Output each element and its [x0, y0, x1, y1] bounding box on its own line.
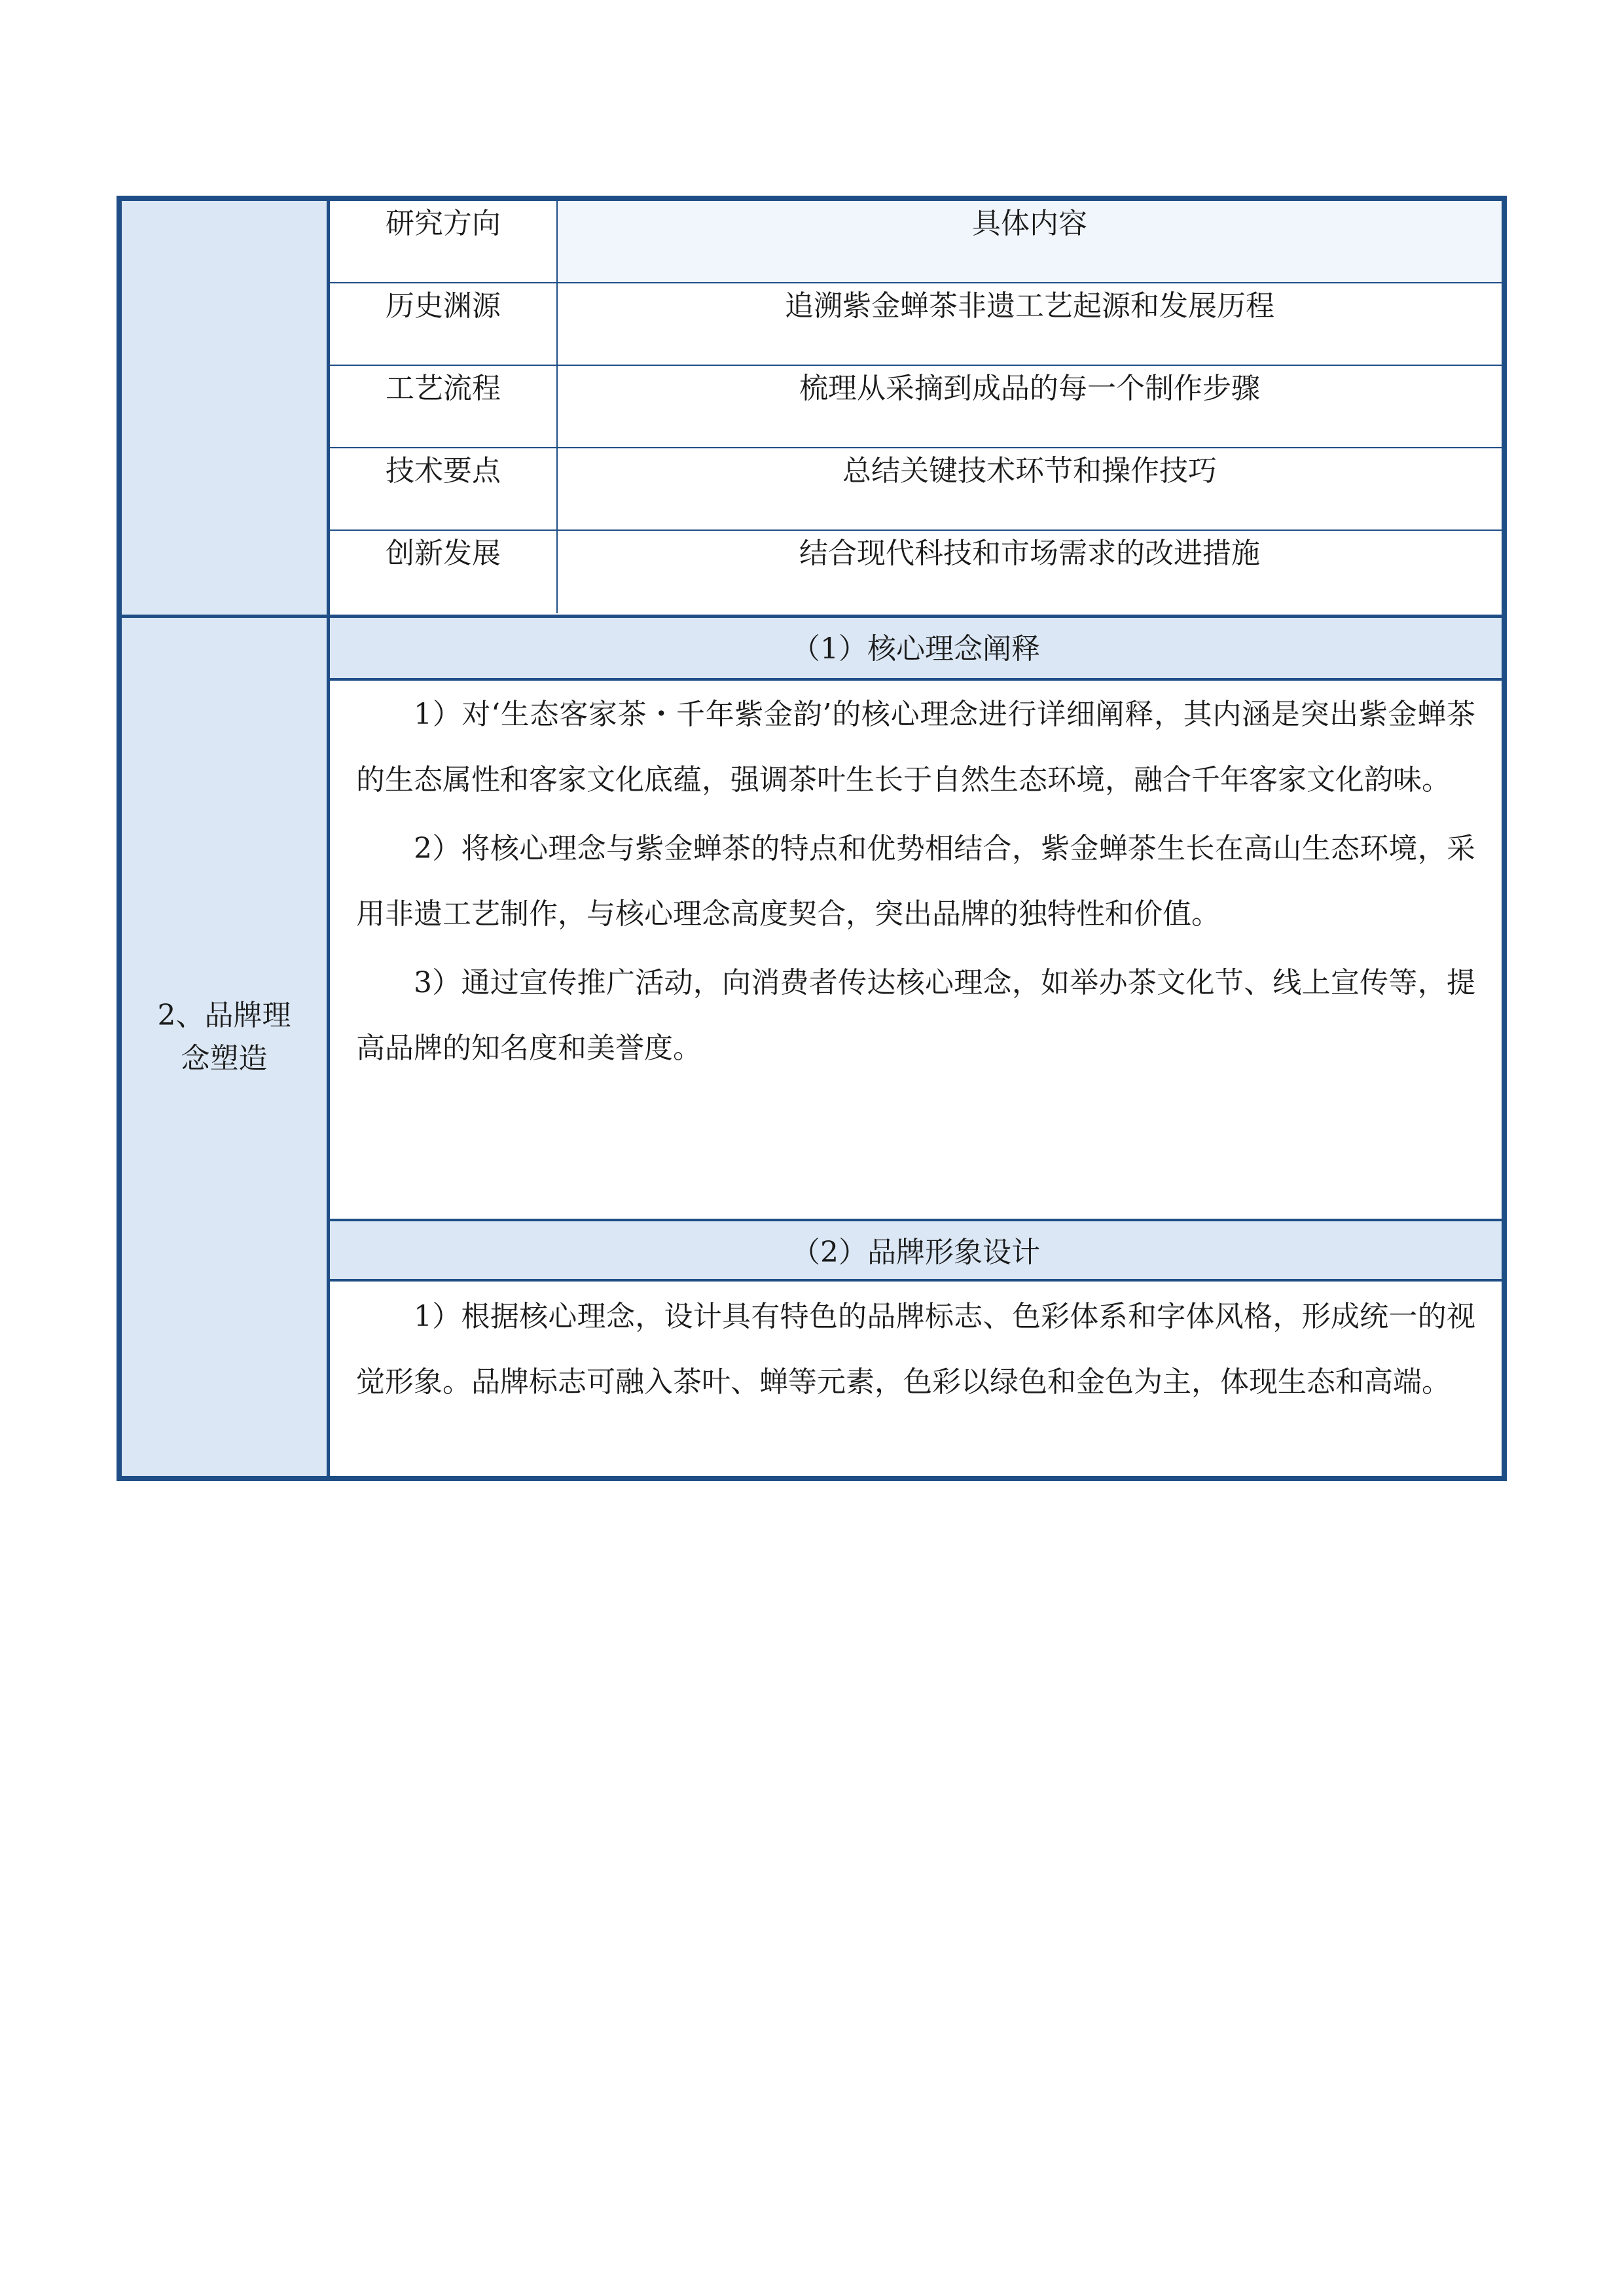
left-category-column: [122, 201, 330, 1476]
row-content: 总结关键技术环节和操作技巧: [842, 454, 1217, 488]
row-direction: 技术要点: [330, 448, 558, 529]
table-row: [330, 448, 1502, 531]
sub1-paragraph: 2）将核心理念与紫金蝉茶的特点和优势相结合，紫金蝉茶生长在高山生态环境，采用非遗工艺制作，与核心理念高度契合，突出品牌的独特性和价值。: [356, 832, 1475, 931]
header-direction: 研究方向: [330, 201, 558, 282]
table-row: [330, 531, 1502, 613]
sub2-content: [330, 1284, 1502, 1418]
table-row: [330, 366, 1502, 448]
document-table: [117, 196, 1507, 1481]
row-content: 梳理从采摘到成品的每一个制作步骤: [799, 372, 1260, 405]
sub2-paragraph: 1）根据核心理念，设计具有特色的品牌标志、色彩体系和字体风格，形成统一的视觉形象。品牌标志可融入茶叶、蝉等元素，色彩以绿色和金色为主，体现生态和高端。: [356, 1300, 1475, 1399]
research-table: [330, 201, 1502, 615]
sub1-title: （1）核心理念阐释: [330, 618, 1502, 681]
section2-label-line2: 念塑造: [181, 1042, 268, 1075]
header-content: 具体内容: [558, 201, 1502, 282]
row-direction: 创新发展: [330, 531, 558, 613]
row-direction: 历史渊源: [330, 283, 558, 365]
sub1-content: [330, 682, 1502, 1085]
row-content: 追溯紫金蝉茶非遗工艺起源和发展历程: [785, 289, 1274, 323]
sub2-title: （2）品牌形象设计: [330, 1219, 1502, 1282]
section2-label: [122, 994, 327, 1081]
sub1-paragraph: 1）对‘生态客家茶・千年紫金韵’的核心理念进行详细阐释，其内涵是突出紫金蝉茶的生态属性和客家文化底蕴，强调茶叶生长于自然生态环境，融合千年客家文化韵味。: [356, 698, 1475, 797]
row-direction: 工艺流程: [330, 366, 558, 447]
research-table-header: [330, 201, 1502, 283]
row-content: 结合现代科技和市场需求的改进措施: [799, 537, 1260, 570]
section2-label-line1: 2、品牌理: [157, 999, 291, 1032]
table-row: [330, 283, 1502, 366]
sub1-paragraph: 3）通过宣传推广活动，向消费者传达核心理念，如举办茶文化节、线上宣传等，提高品牌的知名度和美誉度。: [356, 966, 1475, 1065]
